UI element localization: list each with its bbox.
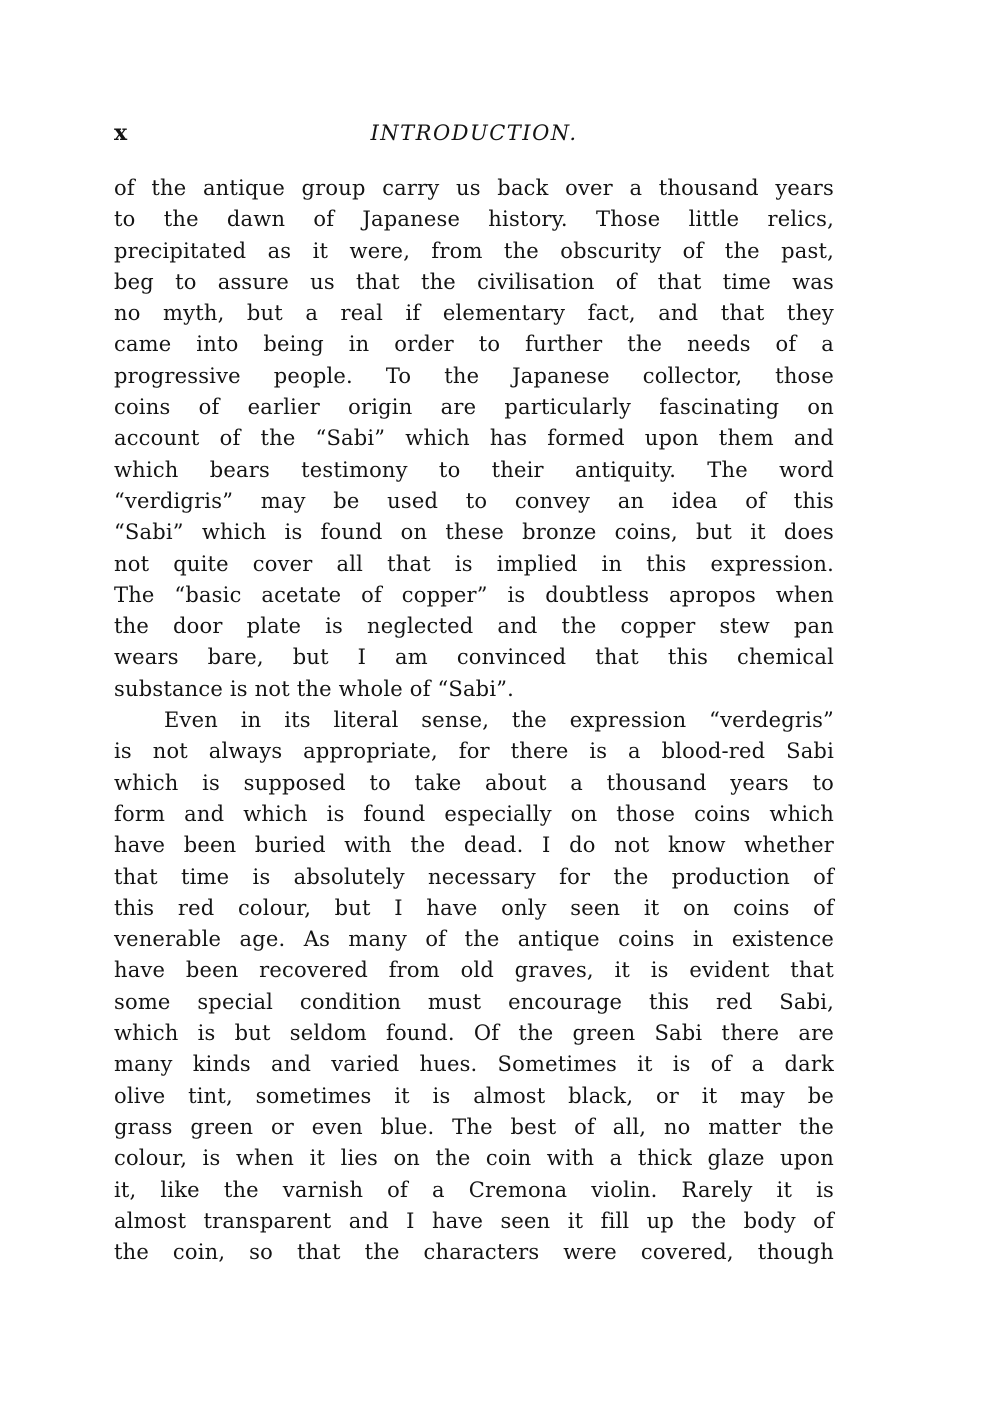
text-line: came into being in order to further the needs of a <box>114 332 834 357</box>
text-line: the coin, so that the characters were covered, though <box>114 1240 834 1265</box>
paragraph-1 <box>114 173 834 705</box>
running-head <box>114 118 834 148</box>
text-line: some special condition must encourage this red Sabi, <box>114 989 834 1014</box>
text-line: to the dawn of Japanese history. Those little relics, <box>114 207 834 232</box>
text-line: of the antique group carry us back over a thousand years <box>114 176 834 200</box>
text-line: is not always appropriate, for there is a blood-red Sabi <box>114 739 834 764</box>
text-line: The “basic acetate of copper” is doubtless apropos when <box>114 582 834 607</box>
text-line: beg to assure us that the civilisation of that time was <box>114 269 834 294</box>
text-line: have been recovered from old graves, it is evident that <box>114 958 834 983</box>
running-title: INTRODUCTION. <box>370 121 578 145</box>
text-line: almost transparent and I have seen it fill up the body of <box>114 1208 834 1233</box>
text-line: which is but seldom found. Of the green Sabi there are <box>114 1021 834 1046</box>
text-line: have been buried with the dead. I do not know whether <box>114 833 834 858</box>
text-line: which bears testimony to their antiquity. The word <box>114 457 834 482</box>
paragraph-2 <box>114 705 834 1268</box>
text-line: wears bare, but I am convinced that this chemical <box>114 645 834 670</box>
text-line: the door plate is neglected and the copper stew pan <box>114 614 834 639</box>
text-line: that time is absolutely necessary for the production of <box>114 864 834 889</box>
text-line: this red colour, but I have only seen it on coins of <box>114 895 834 920</box>
page-number: x <box>114 120 128 146</box>
text-line: colour, is when it lies on the coin with a thick glaze upon <box>114 1146 834 1171</box>
text-line: substance is not the whole of “Sabi”. <box>114 676 515 701</box>
body-text <box>114 173 834 1268</box>
text-line: “verdigris” may be used to convey an idea of this <box>114 488 834 513</box>
text-line: precipitated as it were, from the obscurity of the past, <box>114 238 834 263</box>
text-line: olive tint, sometimes it is almost black, or it may be <box>114 1083 834 1108</box>
text-line: progressive people. To the Japanese collector, those <box>114 363 834 388</box>
text-line: venerable age. As many of the antique coins in existence <box>114 927 834 952</box>
text-line: “Sabi” which is found on these bronze coins, but it does <box>114 520 834 545</box>
text-line: not quite cover all that is implied in this expression. <box>114 551 834 576</box>
text-line: no myth, but a real if elementary fact, and that they <box>114 301 834 326</box>
text-line: grass green or even blue. The best of all, no matter the <box>114 1114 834 1139</box>
text-line: it, like the varnish of a Cremona violin. Rarely it is <box>114 1177 834 1202</box>
text-line: account of the “Sabi” which has formed upon them and <box>114 426 834 451</box>
text-line: form and which is found especially on those coins which <box>114 801 834 826</box>
text-line: Even in its literal sense, the expression “verdegris” <box>164 708 834 733</box>
text-line: coins of earlier origin are particularly fascinating on <box>114 395 834 420</box>
text-line: many kinds and varied hues. Sometimes it is of a dark <box>114 1052 834 1077</box>
text-line: which is supposed to take about a thousand years to <box>114 770 834 795</box>
